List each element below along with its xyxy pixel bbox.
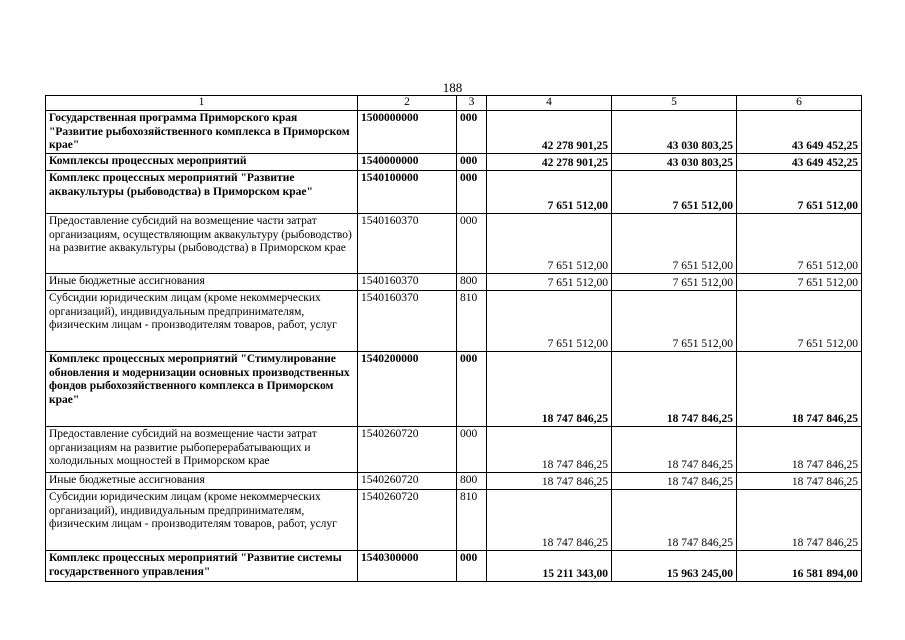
header-col-3: 3 [457, 96, 487, 111]
header-row [46, 96, 862, 111]
row-code-cell: 1540300000 [358, 551, 457, 582]
row-code-cell: 1540100000 [358, 171, 457, 214]
row-vr-cell: 800 [457, 274, 487, 291]
row-value-col6: 18 747 846,25 [737, 352, 862, 427]
budget-table-body [46, 96, 862, 582]
row-value-col5: 18 747 846,25 [612, 352, 737, 427]
row-vr-cell: 000 [457, 427, 487, 473]
row-code-cell: 1540260720 [358, 427, 457, 473]
row-vr-cell: 810 [457, 291, 487, 352]
row-code-cell: 1540000000 [358, 154, 457, 171]
row-value-col6: 18 747 846,25 [737, 427, 862, 473]
row-value-col5: 15 963 245,00 [612, 551, 737, 582]
row-value-col4: 18 747 846,25 [487, 352, 612, 427]
row-value-col5: 7 651 512,00 [612, 274, 737, 291]
row-value-col4: 15 211 343,00 [487, 551, 612, 582]
row-value-col5: 43 030 803,25 [612, 154, 737, 171]
table-row [46, 551, 862, 582]
row-value-col5: 18 747 846,25 [612, 473, 737, 490]
row-value-col6: 7 651 512,00 [737, 171, 862, 214]
row-name-cell: Иные бюджетные ассигнования [46, 473, 358, 490]
row-code-cell: 1540160370 [358, 274, 457, 291]
row-value-col5: 18 747 846,25 [612, 427, 737, 473]
row-value-col4: 7 651 512,00 [487, 214, 612, 274]
row-vr-cell: 000 [457, 551, 487, 582]
row-name-cell: Предоставление субсидий на возмещение части затрат организациям, осуществляющим аквакультуру (рыбоводство) на развитие аквакультуры (рыбоводства) в Приморском крае [46, 214, 358, 274]
row-value-col4: 7 651 512,00 [487, 171, 612, 214]
row-value-col6: 7 651 512,00 [737, 214, 862, 274]
row-name-cell: Комплексы процессных мероприятий [46, 154, 358, 171]
budget-table [45, 95, 862, 582]
row-value-col4: 18 747 846,25 [487, 490, 612, 551]
row-value-col4: 18 747 846,25 [487, 473, 612, 490]
row-name-cell: Комплекс процессных мероприятий "Развитие системы государственного управления" [46, 551, 358, 582]
row-name-cell: Субсидии юридическим лицам (кроме некоммерческих организаций), индивидуальным предпринимателям, физическим лицам - производителям товаров, работ, услуг [46, 291, 358, 352]
row-value-col5: 43 030 803,25 [612, 111, 737, 154]
row-name-cell: Государственная программа Приморского края "Развитие рыбохозяйственного комплекса в Приморском крае" [46, 111, 358, 154]
row-value-col4: 7 651 512,00 [487, 274, 612, 291]
row-vr-cell: 000 [457, 214, 487, 274]
header-col-2: 2 [358, 96, 457, 111]
row-value-col4: 7 651 512,00 [487, 291, 612, 352]
table-row [46, 214, 862, 274]
row-vr-cell: 000 [457, 171, 487, 214]
table-row [46, 490, 862, 551]
table-row [46, 171, 862, 214]
row-value-col5: 7 651 512,00 [612, 171, 737, 214]
table-row [46, 352, 862, 427]
row-value-col6: 43 649 452,25 [737, 111, 862, 154]
table-row [46, 274, 862, 291]
table-row [46, 427, 862, 473]
row-name-cell: Комплекс процессных мероприятий "Стимулирование обновления и модернизации основных производственных фондов рыбохозяйственного комплекса в Приморском крае" [46, 352, 358, 427]
row-value-col6: 16 581 894,00 [737, 551, 862, 582]
row-value-col4: 42 278 901,25 [487, 154, 612, 171]
row-value-col4: 18 747 846,25 [487, 427, 612, 473]
row-vr-cell: 000 [457, 111, 487, 154]
row-value-col6: 7 651 512,00 [737, 274, 862, 291]
header-col-6: 6 [737, 96, 862, 111]
row-value-col6: 7 651 512,00 [737, 291, 862, 352]
row-vr-cell: 800 [457, 473, 487, 490]
row-value-col4: 42 278 901,25 [487, 111, 612, 154]
table-row [46, 154, 862, 171]
row-value-col6: 18 747 846,25 [737, 490, 862, 551]
row-vr-cell: 000 [457, 154, 487, 171]
row-value-col5: 7 651 512,00 [612, 214, 737, 274]
row-vr-cell: 810 [457, 490, 487, 551]
table-row [46, 111, 862, 154]
row-value-col6: 18 747 846,25 [737, 473, 862, 490]
table-row [46, 291, 862, 352]
header-col-5: 5 [612, 96, 737, 111]
row-vr-cell: 000 [457, 352, 487, 427]
row-value-col6: 43 649 452,25 [737, 154, 862, 171]
page-number: 188 [442, 80, 463, 95]
header-col-1: 1 [46, 96, 358, 111]
row-code-cell: 1540200000 [358, 352, 457, 427]
header-col-4: 4 [487, 96, 612, 111]
row-code-cell: 1540260720 [358, 490, 457, 551]
row-value-col5: 18 747 846,25 [612, 490, 737, 551]
row-name-cell: Предоставление субсидий на возмещение части затрат организациям на развитие рыбоперерабатывающих и холодильных мощностей в Приморском крае [46, 427, 358, 473]
row-name-cell: Субсидии юридическим лицам (кроме некоммерческих организаций), индивидуальным предпринимателям, физическим лицам - производителям товаров, работ, услуг [46, 490, 358, 551]
row-name-cell: Иные бюджетные ассигнования [46, 274, 358, 291]
row-value-col5: 7 651 512,00 [612, 291, 737, 352]
row-code-cell: 1540160370 [358, 291, 457, 352]
row-name-cell: Комплекс процессных мероприятий "Развитие аквакультуры (рыбоводства) в Приморском крае" [46, 171, 358, 214]
row-code-cell: 1540260720 [358, 473, 457, 490]
row-code-cell: 1500000000 [358, 111, 457, 154]
row-code-cell: 1540160370 [358, 214, 457, 274]
table-row [46, 473, 862, 490]
